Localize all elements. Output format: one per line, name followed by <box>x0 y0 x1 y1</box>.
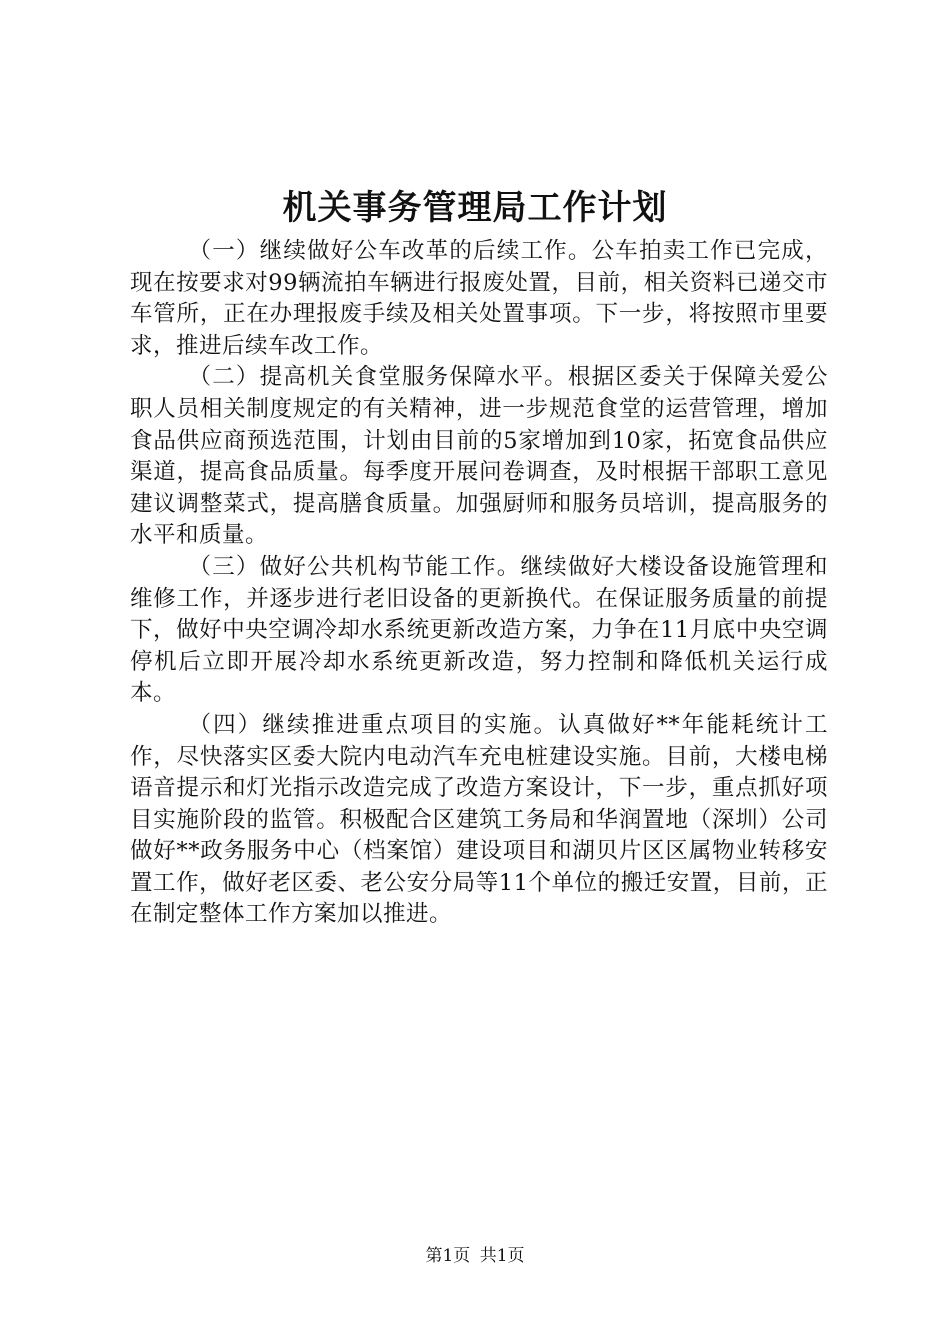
paragraph-1: （一）继续做好公车改革的后续工作。公车拍卖工作已完成，现在按要求对99辆流拍车辆进行报废处置，目前，相关资料已递交市车管所，正在办理报废手续及相关处置事项。下一步，将按照市里要求，推进后续车改工作。 <box>130 238 828 359</box>
page-number: 第1页 <box>425 1246 471 1266</box>
document-title: 机关事务管理局工作计划 <box>282 188 668 228</box>
paragraph-4: （四）继续推进重点项目的实施。认真做好**年能耗统计工作，尽快落实区委大院内电动汽车充电桩建设实施。目前，大楼电梯语音提示和灯光指示改造完成了改造方案设计，下一步，重点抓好项目实施阶段的监管。积极配合区建筑工务局和华润置地（深圳）公司做好**政务服务中心（档案馆）建设项目和湖贝片区区属物业转移安置工作，做好老区委、老公安分局等11个单位的搬迁安置，目前，正在制定整体工作方案加以推进。 <box>130 711 828 928</box>
paragraph-3: （三）做好公共机构节能工作。继续做好大楼设备设施管理和维修工作，并逐步进行老旧设备的更新换代。在保证服务质量的前提下，做好中央空调冷却水系统更新改造方案，力争在11月底中央空调停机后立即开展冷却水系统更新改造，努力控制和降低机关运行成本。 <box>130 553 828 707</box>
document-body <box>130 236 828 931</box>
page-footer <box>0 1244 950 1268</box>
paragraph-2: （二）提高机关食堂服务保障水平。根据区委关于保障关爱公职人员相关制度规定的有关精神，进一步规范食堂的运营管理，增加食品供应商预选范围，计划由目前的5家增加到10家，拓宽食品供应渠道，提高食品质量。每季度开展问卷调查，及时根据干部职工意见建议调整菜式，提高膳食质量。加强厨师和服务员培训，提高服务的水平和质量。 <box>130 364 828 549</box>
page-total: 共1页 <box>479 1246 525 1266</box>
